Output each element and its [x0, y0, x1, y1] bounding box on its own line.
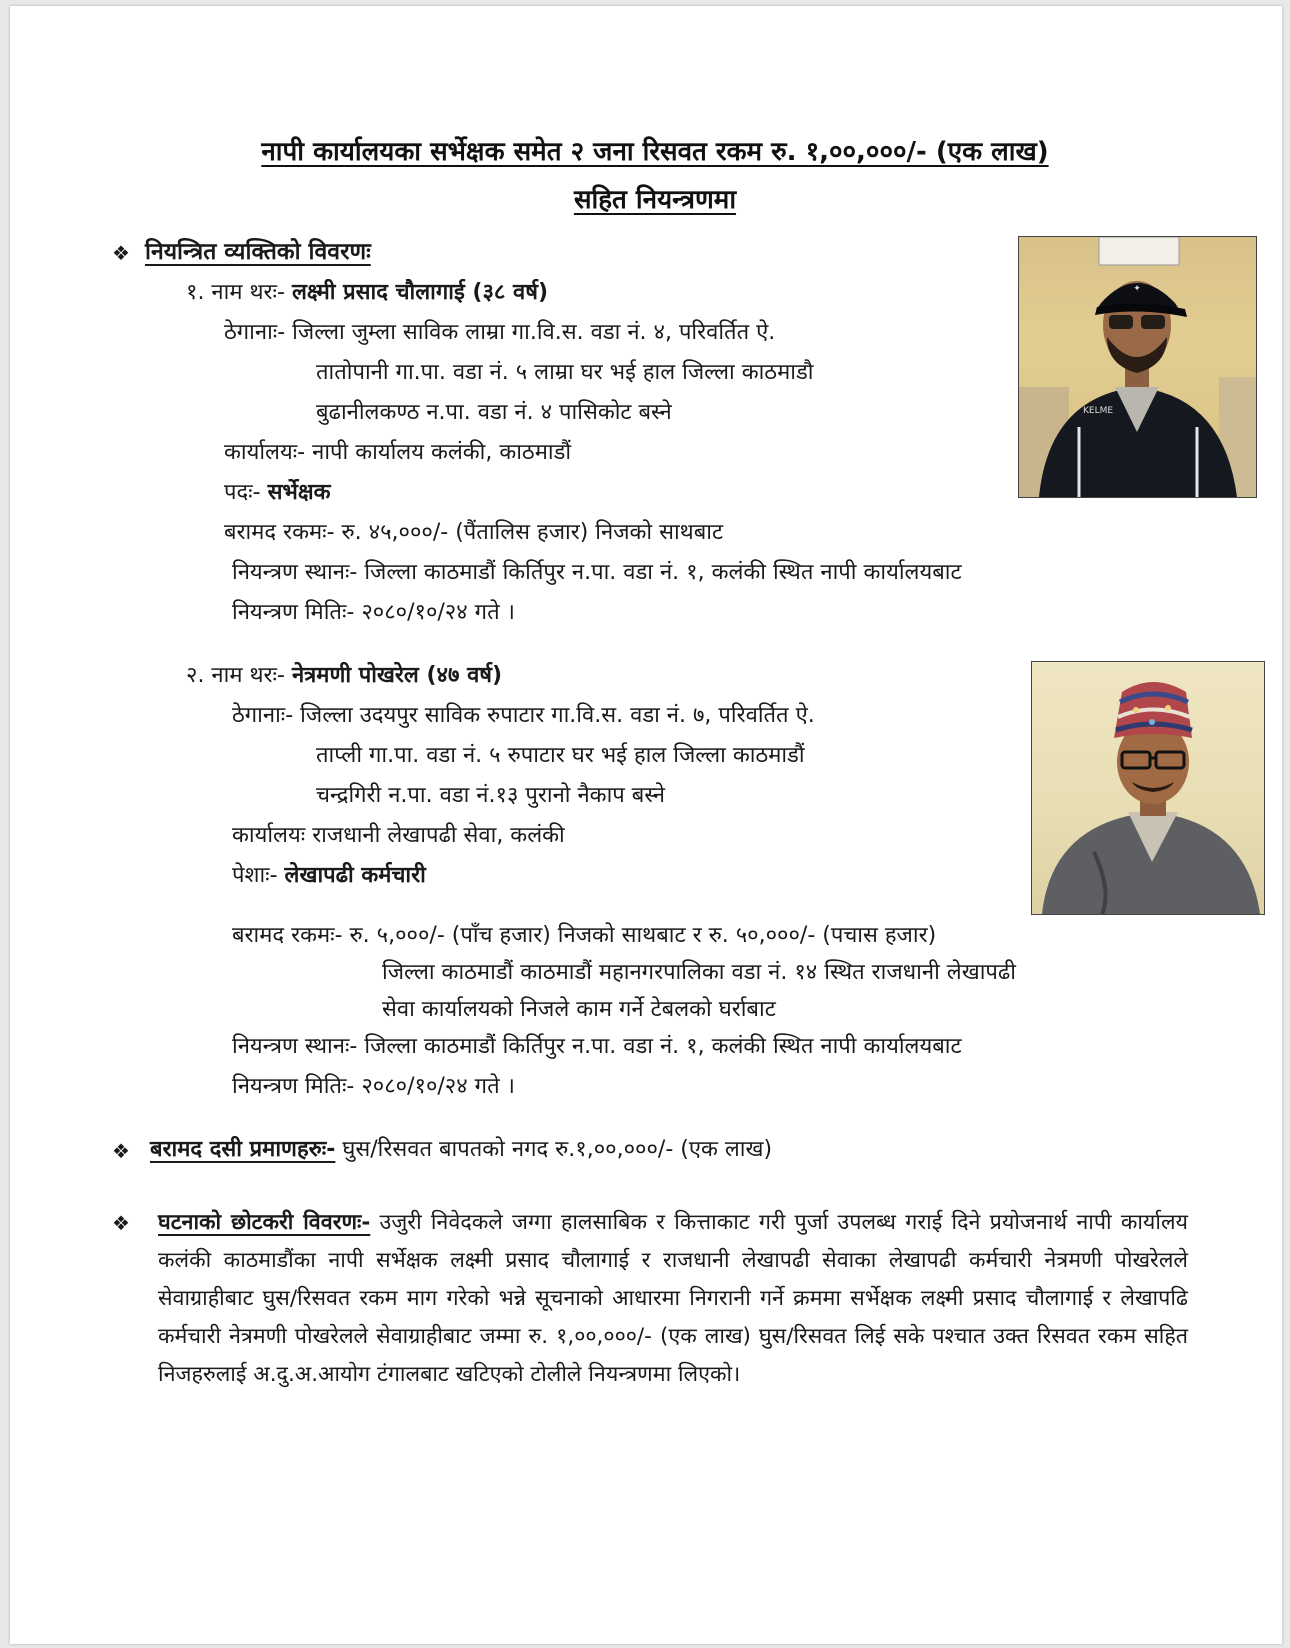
person2-office-row — [232, 821, 565, 851]
person2-portrait-illustration — [1032, 662, 1264, 914]
person1-office-label: कार्यालयः- — [224, 440, 306, 465]
person1-address-row — [224, 318, 775, 348]
person1-photo — [1018, 236, 1257, 498]
person1-address-label: ठेगानाः- — [224, 320, 286, 345]
person2-amount-line1: रु. ५,०००/- (पाँच हजार) निजको साथबाट र रु. ५०,०००/- (पचास हजार) — [349, 923, 937, 948]
person2-amount-row — [232, 921, 936, 951]
person1-office-row — [224, 438, 571, 468]
person2-name-value: नेत्रमणी पोखरेल (४७ वर्ष) — [291, 663, 503, 688]
person2-amount-line3: सेवा कार्यालयको निजले काम गर्ने टेबलको घर्राबाट — [382, 997, 776, 1022]
person1-place-row — [232, 558, 962, 588]
person1-address-line3: बुढानीलकण्ठ न.पा. वडा नं. ४ पासिकोट बस्ने — [316, 400, 672, 425]
summary-text: उजुरी निवेदकले जग्गा हालसाबिक र कित्ताकाट गरी पुर्जा उपलब्ध गराई दिने प्रयोजनार्थ नापी कार्यालय कलंकी काठमाडौंका नापी सर्भेक्षक लक्ष्मी प्रसाद चौलागाई र राजधानी लेखापढी सेवाका लेखापढी कर्मचारी नेत्रमणी पोखरेलले सेवाग्राहीबाट घुस/रिसवत रकम माग गरेको भन्ने सूचनाको आधारमा निगरानी गर्ने क्रममा सर्भेक्षक लक्ष्मी प्रसाद चौलागाई र लेखापढि कर्मचारी नेत्रमणी पोखरेलले सेवाग्राहीबाट जम्मा रु. १,००,०००/- (एक लाख) घुस/रिसवत लिई सके पश्चात उक्त रिसवत रकम सहित निजहरुलाई अ.दु.अ.आयोग टंगालबाट खटिएको टोलीले नियन्त्रणमा लिएको। — [158, 1210, 1188, 1387]
person2-address-line2: ताप्ली गा.पा. वडा नं. ५ रुपाटार घर भई हाल जिल्ला काठमाडौं — [316, 743, 805, 768]
person1-address-line2: तातोपानी गा.पा. वडा नं. ५ लाम्रा घर भई हाल जिल्ला काठमाडौ — [316, 360, 814, 385]
person1-portrait-illustration — [1019, 237, 1256, 497]
person2-address-row — [232, 701, 815, 731]
person2-date-value: २०८०/१०/२४ गते । — [361, 1074, 515, 1099]
person1-name-row — [186, 278, 548, 308]
person2-photo — [1031, 661, 1265, 915]
person2-amount-line2: जिल्ला काठमाडौं काठमाडौं महानगरपालिका वडा नं. १४ स्थित राजधानी लेखापढी — [382, 960, 1016, 985]
person1-amount-row — [224, 518, 723, 548]
svg-text:✦: ✦ — [1133, 284, 1141, 294]
person1-date-label: नियन्त्रण मितिः- — [232, 600, 355, 625]
jacket-logo: KELME — [1083, 406, 1114, 416]
person2-date-row — [232, 1072, 515, 1102]
bullet-icon: ❖ — [112, 1139, 130, 1163]
person2-name-label: २. नाम थरः- — [186, 663, 285, 688]
person1-name-label: १. नाम थरः- — [186, 280, 285, 305]
person2-place-row — [232, 1032, 962, 1062]
person1-address-line1: जिल्ला जुम्ला साविक लाम्रा गा.वि.स. वडा नं. ४, परिवर्तित ऐ. — [292, 320, 776, 345]
person2-office-label: कार्यालयः — [232, 823, 306, 848]
person1-name-value: लक्ष्मी प्रसाद चौलागाई (३८ वर्ष) — [291, 280, 549, 305]
bullet-icon: ❖ — [112, 241, 130, 265]
incident-summary — [158, 1204, 1188, 1394]
title-line-2: सहित नियन्त्रणमा — [573, 185, 737, 215]
person2-date-label: नियन्त्रण मितिः- — [232, 1074, 355, 1099]
bullet-icon: ❖ — [112, 1211, 130, 1235]
person2-amount-label: बरामद रकमः- — [232, 923, 343, 948]
person2-name-row — [186, 661, 502, 691]
title-line-1: नापी कार्यालयका सर्भेक्षक समेत २ जना रिसवत रकम रु. १,००,०००/- (एक लाख) — [261, 137, 1049, 167]
person1-post-label: पदः- — [224, 480, 261, 505]
evidence-value: घुस/रिसवत बापतको नगद रु.१,००,०००/- (एक लाख) — [342, 1137, 773, 1162]
person1-place-value: जिल्ला काठमाडौं किर्तिपुर न.पा. वडा नं. १, कलंकी स्थित नापी कार्यालयबाट — [364, 560, 962, 585]
person1-date-row — [232, 598, 515, 628]
person1-post-value: सर्भेक्षक — [267, 480, 331, 505]
person2-place-label: नियन्त्रण स्थानः- — [232, 1034, 358, 1059]
evidence-label: बरामद दसी प्रमाणहरुः- — [150, 1137, 336, 1162]
person1-office-value: नापी कार्यालय कलंकी, काठमाडौं — [312, 440, 572, 465]
section-heading-detained: नियन्त्रित व्यक्तिको विवरणः — [145, 239, 371, 265]
summary-label: घटनाको छोटकरी विवरणः- — [158, 1210, 371, 1235]
person2-office-value: राजधानी लेखापढी सेवा, कलंकी — [312, 823, 565, 848]
person1-amount-value: रु. ४५,०००/- (पैंतालिस हजार) निजको साथबाट — [341, 520, 724, 545]
person2-occupation-row — [232, 861, 426, 891]
person2-occupation-value: लेखापढी कर्मचारी — [284, 863, 426, 888]
person1-place-label: नियन्त्रण स्थानः- — [232, 560, 358, 585]
person1-amount-label: बरामद रकमः- — [224, 520, 335, 545]
person2-address-line1: जिल्ला उदयपुर साविक रुपाटार गा.वि.स. वडा नं. ७, परिवर्तित ऐ. — [300, 703, 815, 728]
document-page — [10, 6, 1282, 1644]
person2-address-label: ठेगानाः- — [232, 703, 294, 728]
person2-occupation-label: पेशाः- — [232, 863, 278, 888]
person1-post-row — [224, 478, 331, 508]
person2-place-value: जिल्ला काठमाडौं किर्तिपुर न.पा. वडा नं. १, कलंकी स्थित नापी कार्यालयबाट — [364, 1034, 962, 1059]
person1-date-value: २०८०/१०/२४ गते । — [361, 600, 515, 625]
evidence-row — [150, 1135, 772, 1165]
person2-address-line3: चन्द्रगिरी न.पा. वडा नं.१३ पुरानो नैकाप बस्ने — [316, 783, 665, 808]
